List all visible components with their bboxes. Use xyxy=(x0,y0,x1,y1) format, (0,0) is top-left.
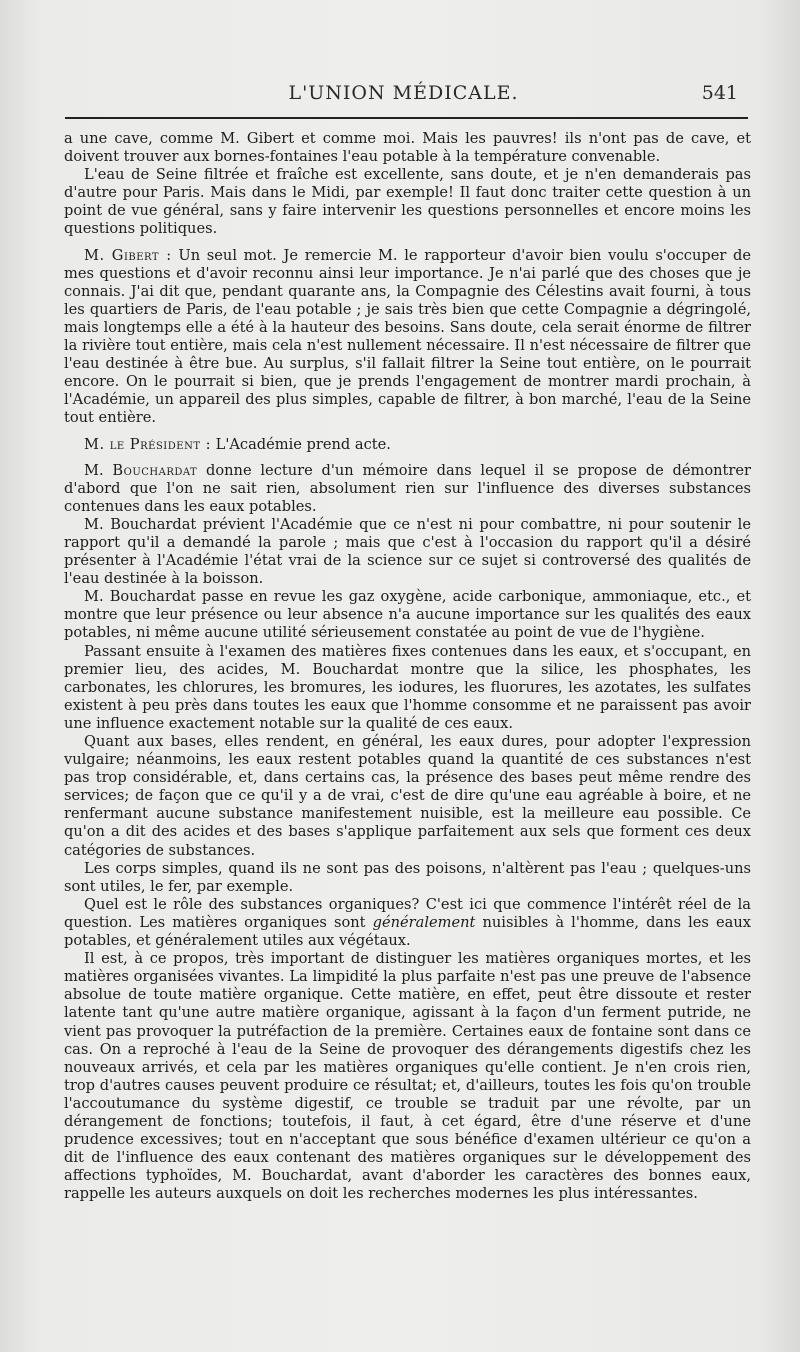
article-body xyxy=(64,130,751,1203)
paragraph-text: M. Bouchardat passe en revue les gaz oxygène, acide carbonique, ammoniaque, etc., et montre que leur présence ou leur absence n'a aucune importance sur les qualités des eaux potables, ni même aucune utilité sérieusement constatée au point de vue de l'hygiène. xyxy=(64,588,751,642)
paragraph xyxy=(64,896,751,950)
paragraph xyxy=(64,733,751,860)
paragraph xyxy=(64,130,751,166)
header-rule xyxy=(65,117,748,119)
paragraph xyxy=(64,588,751,642)
paragraph-lead: Quel est le rôle des substances organiques? C'est ici que commence l'intérêt réel de la question. Les matières organiques sont xyxy=(64,895,751,931)
running-title: L'UNION MÉDICALE. xyxy=(288,82,519,104)
paragraph xyxy=(64,166,751,238)
paragraph-text: L'Académie prend acte. xyxy=(211,435,391,453)
paragraph xyxy=(64,247,751,428)
paragraph-text: a une cave, comme M. Gibert et comme moi. Mais les pauvres! ils n'ont pas de cave, et doivent trouver aux bornes-fontaines l'eau potable à la température convenable. xyxy=(64,130,751,166)
paragraph-text: nuisibles à l'homme, dans les eaux potables, et généralement utiles aux végétaux. xyxy=(64,913,751,950)
paragraph-text: Quant aux bases, elles rendent, en général, les eaux dures, pour adopter l'expression vulgaire; néanmoins, les eaux restent potables quand la quantité de ces substances n'est pas trop considérable, et, dans certains cas, la présence des bases peut même rendre des services; de façon que ce qu'il y a de vrai, c'est de dire qu'une eau agréable à boire, et ne renfermant aucune substance manifestement nuisible, est la meilleure eau possible. Ce qu'on a dit des acides et des bases s'applique parfaitement aux sels que forment ces deux catégories de substances. xyxy=(64,733,751,859)
page-number: 541 xyxy=(701,82,738,104)
paragraph xyxy=(64,643,751,733)
paragraph-text: Les corps simples, quand ils ne sont pas des poisons, n'altèrent pas l'eau ; quelques-uns sont utiles, le fer, par exemple. xyxy=(64,859,751,895)
paragraph xyxy=(64,462,751,516)
page-header xyxy=(55,82,752,112)
paragraph-lead: M. xyxy=(84,461,113,479)
paragraph-text: M. Bouchardat prévient l'Académie que ce n'est ni pour combattre, ni pour soutenir le rapport qu'il a demandé la parole ; mais que c'est à l'occasion du rapport qu'il a désiré présenter à l'Académie l'état vrai de la science sur ce sujet si controversé des qualités de l'eau destinée à la boisson. xyxy=(64,515,751,588)
speaker-name: M. Gibert : xyxy=(84,246,172,264)
paragraph xyxy=(64,436,751,454)
emphasis-text: généralement xyxy=(372,913,476,931)
paragraph xyxy=(64,516,751,588)
paragraph-text: Il est, à ce propos, très important de distinguer les matières organiques mortes, et les matières organisées vivantes. La limpidité la plus parfaite n'est pas une preuve de l'absence absolue de toute matière organique. Cette matière, en effet, peut être dissoute et rester latente tant qu'une autre matière organique, agissant à la façon d'un ferment putride, ne vient pas provoquer la putréfaction de la première. Certaines eaux de fontaine sont dans ce cas. On a reproché à l'eau de la Seine de provoquer des dérangements digestifs chez les nouveaux arrivés, et cela par les matières organiques qu'elle contient. Je n'en crois rien, trop d'autres causes peuvent produire ce résultat; et, d'ailleurs, toutes les fois qu'on trouble l'accoutumance du système digestif, ce trouble se traduit par une révolte, par un dérangement de fonctions; toutefois, il faut, à cet égard, être d'une réserve et d'une prudence excessives; tout en n'acceptant que sous bénéfice d'examen ultérieur ce qu'on a dit de l'influence des eaux contenant des matières organiques sur le développement des affections typhoïdes, M. Bouchardat, avant d'aborder les caractères des bonnes eaux, rappelle les auteurs auxquels on doit les recherches modernes les plus intéressantes. xyxy=(64,950,751,1203)
speaker-name: M. le Président : xyxy=(84,435,212,453)
speaker-name: Bouchardat xyxy=(112,461,198,479)
paragraph-text: donne lecture d'un mémoire dans lequel il se propose de démontrer d'abord que l'on ne sait rien, absolument rien sur l'influence des diverses substances contenues dans les eaux potables. xyxy=(64,461,751,515)
paragraph-text: Passant ensuite à l'examen des matières fixes contenues dans les eaux, et s'occupant, en premier lieu, des acides, M. Bouchardat montre que la silice, les phosphates, les carbonates, les chlorures, les bromures, les iodures, les fluorures, les azotates, les sulfates existent à peu près dans toutes les eaux que l'homme consomme et ne paraissent pas avoir une influence exactement notable sur la qualité de ces eaux. xyxy=(64,642,751,732)
paragraph-text: L'eau de Seine filtrée et fraîche est excellente, sans doute, et je n'en demanderais pas d'autre pour Paris. Mais dans le Midi, par exemple! Il faut donc traiter cette question à un point de vue général, sans y faire intervenir les questions personnelles et encore moins les questions politiques. xyxy=(64,166,751,238)
paragraph-text: Un seul mot. Je remercie M. le rapporteur d'avoir bien voulu s'occuper de mes questions et d'avoir reconnu ainsi leur importance. Je n'ai parlé que des choses que je connais. J'ai dit que, pendant quarante ans, la Compagnie des Célestins avait fourni, à tous les quartiers de Paris, de l'eau potable ; je sais très bien que cette Compagnie a dégringolé, mais longtemps elle a été à la hauteur des besoins. Sans doute, cela serait énorme de filtrer la rivière tout entière, mais cela n'est nullement nécessaire. Il n'est nécessaire de filtrer que l'eau destinée à être bue. Au surplus, s'il fallait filtrer la Seine tout entière, on le pourrait encore. On le pourrait si bien, que je prends l'engagement de montrer mardi prochain, à l'Académie, un appareil des plus simples, capable de filtrer, à bon marché, l'eau de la Seine tout entière. xyxy=(64,246,751,427)
paragraph xyxy=(64,860,751,896)
paragraph xyxy=(64,950,751,1203)
